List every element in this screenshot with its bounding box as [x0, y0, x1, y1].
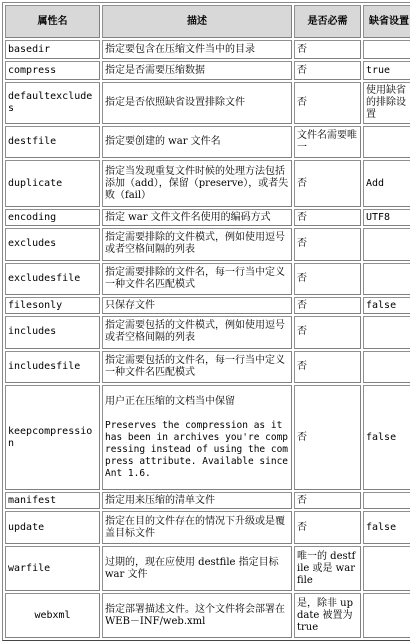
row-description: [102, 385, 292, 490]
row-required: 否: [294, 263, 361, 295]
row-description: 指定要创建的 war 文件名: [102, 126, 292, 158]
row-name: basedir: [5, 40, 100, 59]
header-default: 缺省设置: [363, 5, 410, 38]
row-name: excludesfile: [5, 263, 100, 295]
row-required: 否: [294, 492, 361, 509]
header-name: 属性名: [5, 5, 100, 38]
table-row: [5, 546, 410, 592]
row-name: includes: [5, 316, 100, 348]
row-default: false: [363, 297, 410, 314]
table-row: [5, 228, 410, 260]
row-required: 否: [294, 82, 361, 124]
row-description: 指定需要包括的文件模式，例如使用逗号或者空格间隔的列表: [102, 316, 292, 348]
row-name: keepcompression: [5, 385, 100, 490]
table-row: [5, 351, 410, 383]
row-required: 否: [294, 385, 361, 490]
row-description-zh: 用户正在压缩的文档当中保留: [105, 395, 235, 407]
row-default: 使用缺省的排除设置: [363, 82, 410, 124]
row-name: webxml: [5, 593, 100, 638]
table-row: [5, 385, 410, 490]
row-default: UTF8: [363, 209, 410, 226]
row-name: excludes: [5, 228, 100, 260]
row-default: [363, 593, 410, 638]
row-name: filesonly: [5, 297, 100, 314]
table-row: [5, 492, 410, 509]
table-row: [5, 263, 410, 295]
row-description: 指定需要包括的文件名，每一行当中定义一种文件名匹配模式: [102, 351, 292, 383]
row-description-en: Preserves the compression as it has been in archives you're compressing instead of using the compress attribute. Available since Ant 1.6.: [105, 419, 289, 479]
table-row: [5, 593, 410, 638]
row-required: 否: [294, 511, 361, 543]
attribute-table-page: [2, 2, 408, 641]
table-row: [5, 61, 410, 80]
row-name: manifest: [5, 492, 100, 509]
row-required: 否: [294, 160, 361, 207]
row-default: false: [363, 385, 410, 490]
row-description: 指定是否需要压缩数据: [102, 61, 292, 80]
row-description: 指定要包含在压缩文件当中的目录: [102, 40, 292, 59]
row-required: 否: [294, 351, 361, 383]
row-name: includesfile: [5, 351, 100, 383]
row-required: 否: [294, 297, 361, 314]
row-default: true: [363, 61, 410, 80]
row-description: 指定需要排除的文件名，每一行当中定义一种文件名匹配模式: [102, 263, 292, 295]
row-description: 指定是否依照缺省设置排除文件: [102, 82, 292, 124]
row-required: 唯一的 destfile 或是 warfile: [294, 546, 361, 592]
row-required: 否: [294, 61, 361, 80]
table-header-row: [5, 5, 410, 38]
row-default: [363, 546, 410, 592]
row-description: 指定用来压缩的清单文件: [102, 492, 292, 509]
row-default: [363, 351, 410, 383]
row-name: update: [5, 511, 100, 543]
row-required: 否: [294, 228, 361, 260]
row-description: 指定当发现重复文件时候的处理方法包括添加（add），保留（preserve），或者失败（fail）: [102, 160, 292, 207]
row-default: [363, 228, 410, 260]
war-task-attribute-table: [2, 2, 410, 641]
table-row: [5, 209, 410, 226]
table-row: [5, 511, 410, 543]
table-row: [5, 160, 410, 207]
row-description: 指定需要排除的文件模式，例如使用逗号或者空格间隔的列表: [102, 228, 292, 260]
row-required: 否: [294, 40, 361, 59]
row-name: duplicate: [5, 160, 100, 207]
row-description: 过期的，现在应使用 destfile 指定目标 war 文件: [102, 546, 292, 592]
row-default: [363, 316, 410, 348]
header-description: 描述: [102, 5, 292, 38]
table-row: [5, 297, 410, 314]
row-default: Add: [363, 160, 410, 207]
row-required: 否: [294, 209, 361, 226]
row-description: 指定部署描述文件。这个文件将会部署在 WEB－INF/web.xml: [102, 593, 292, 638]
row-default: [363, 492, 410, 509]
row-name: destfile: [5, 126, 100, 158]
row-description: 只保存文件: [102, 297, 292, 314]
row-default: [363, 40, 410, 59]
row-required: 否: [294, 316, 361, 348]
row-name: compress: [5, 61, 100, 80]
row-required: 文件名需要唯一: [294, 126, 361, 158]
row-description: 指定在目的文件存在的情况下升级或是覆盖目标文件: [102, 511, 292, 543]
row-name: warfile: [5, 546, 100, 592]
table-row: [5, 126, 410, 158]
row-required: 是，除非 update 被置为 true: [294, 593, 361, 638]
row-default: false: [363, 511, 410, 543]
header-required: 是否必需: [294, 5, 361, 38]
row-name: encoding: [5, 209, 100, 226]
row-description: 指定 war 文件文件名使用的编码方式: [102, 209, 292, 226]
row-default: [363, 263, 410, 295]
table-row: [5, 40, 410, 59]
row-name: defaultexcludes: [5, 82, 100, 124]
table-row: [5, 82, 410, 124]
table-row: [5, 316, 410, 348]
row-default: [363, 126, 410, 158]
